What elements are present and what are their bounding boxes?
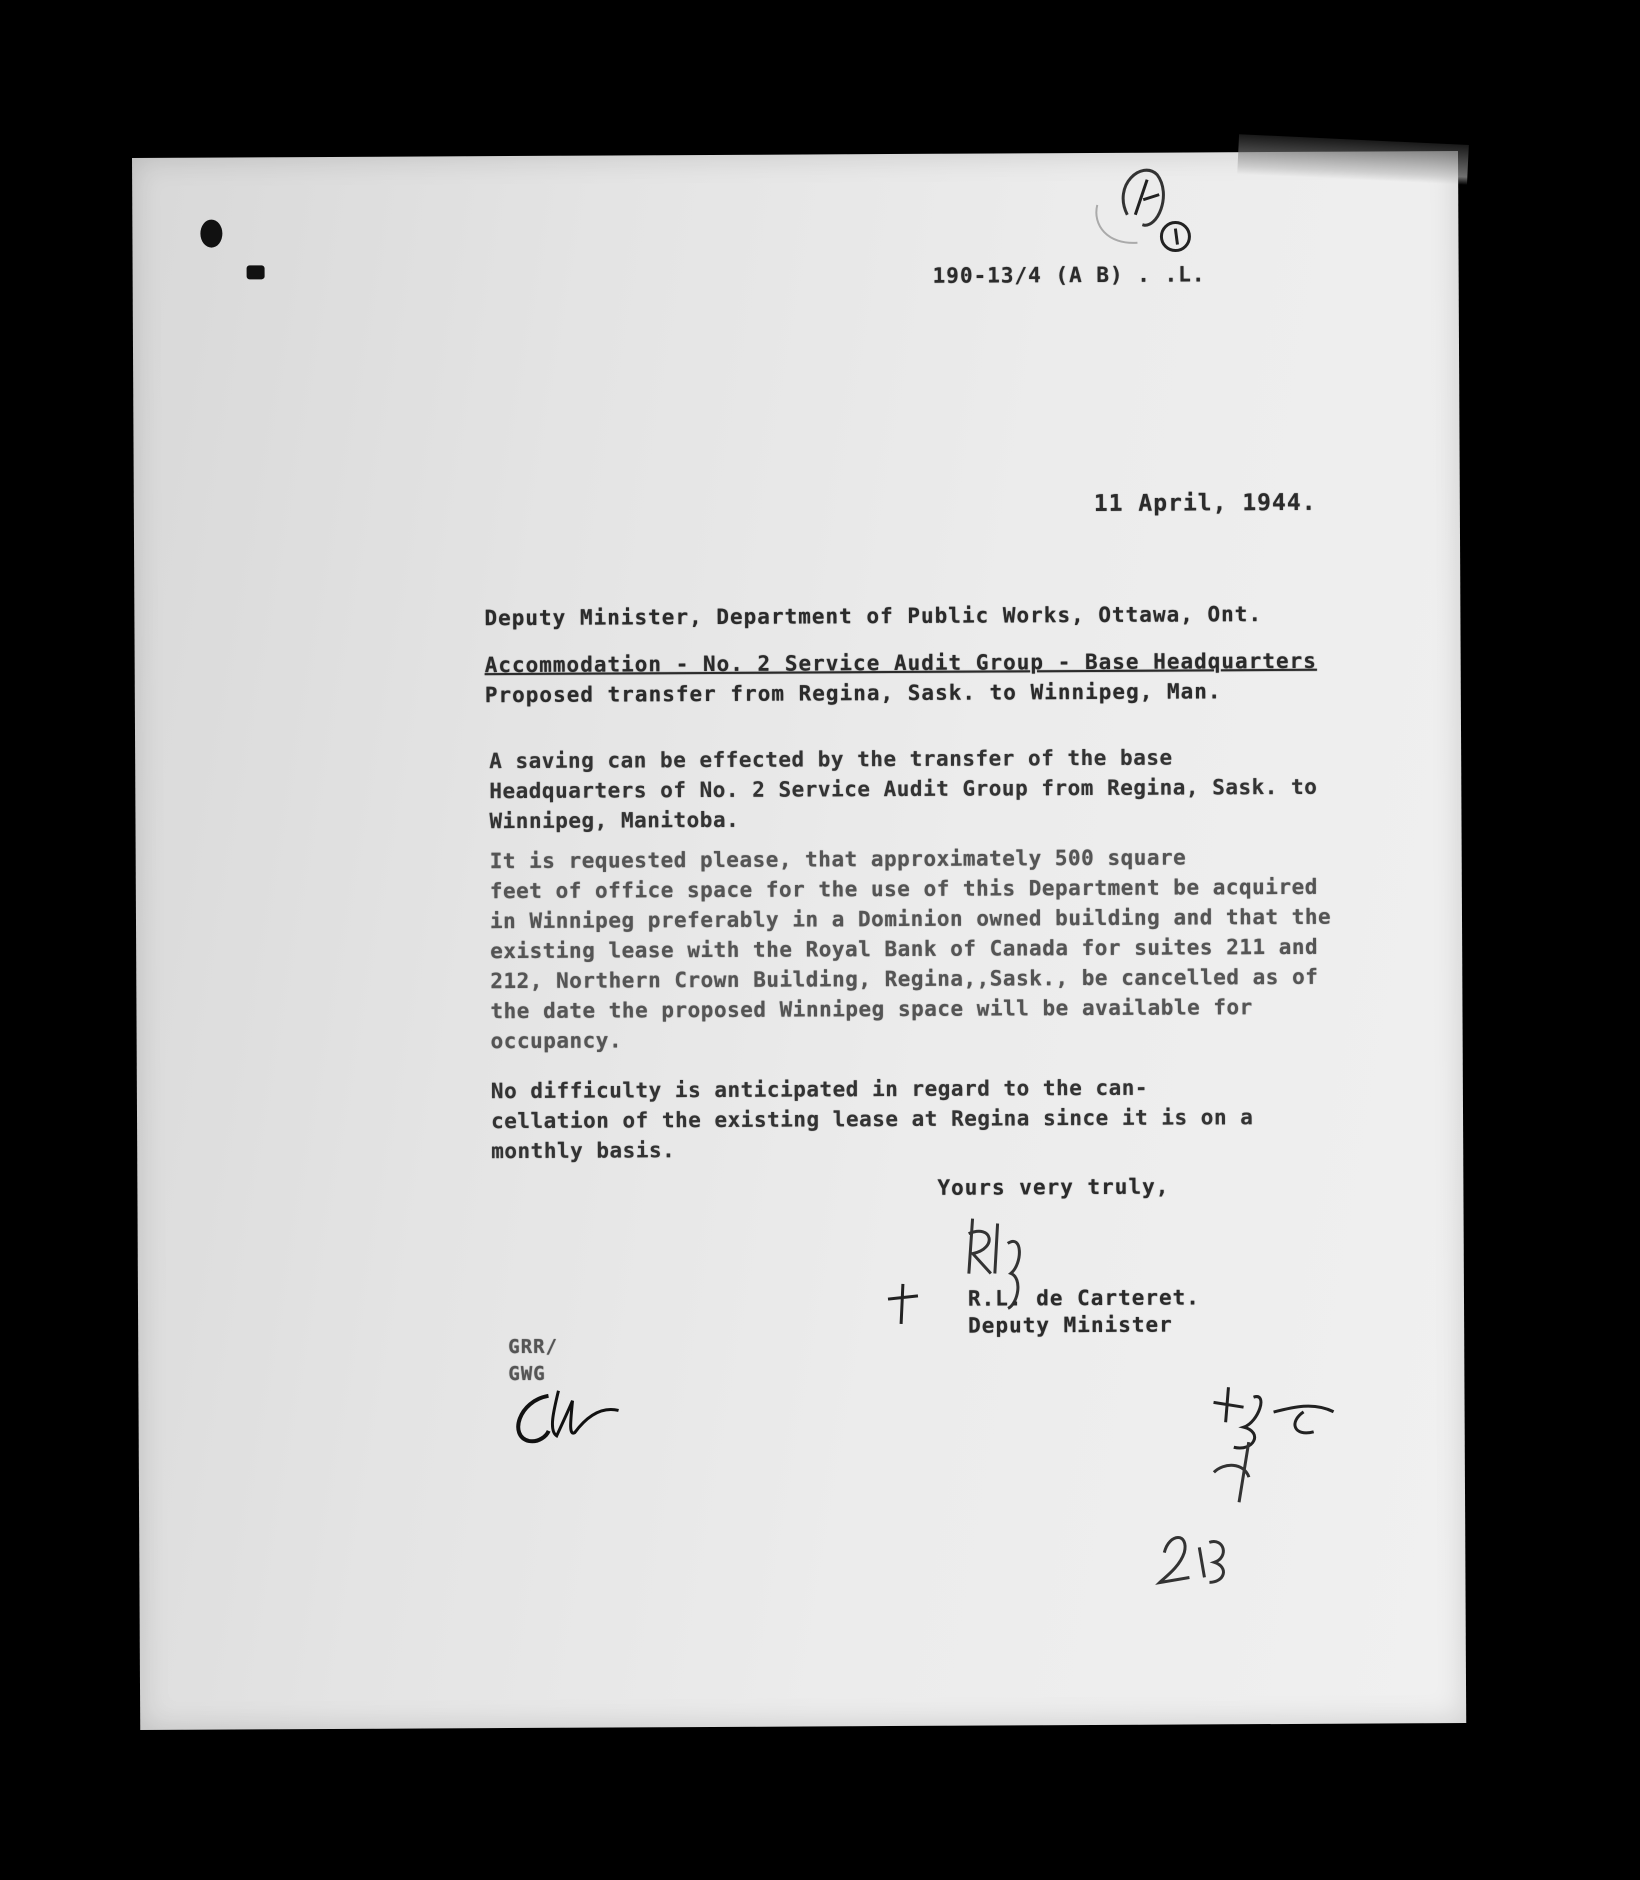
document-page — [132, 151, 1466, 1730]
closing-salutation: Yours very truly, — [937, 1174, 1170, 1200]
handwritten-initials-bottom-left — [508, 1380, 658, 1461]
addressee-line: Deputy Minister, Department of Public Works, Ottawa, Ont. — [484, 602, 1263, 631]
signatory-title: Deputy Minister — [968, 1312, 1173, 1338]
handwritten-circle-annotation — [1087, 154, 1208, 265]
file-reference: 190-13/4 (A B) . .L. — [932, 262, 1206, 288]
letter-date: 11 April, 1944. — [1093, 489, 1317, 517]
subject-line-2: Proposed transfer from Regina, Sask. to Winnipeg, Man. — [484, 679, 1222, 708]
ink-blot — [200, 220, 222, 248]
handwritten-notation-bottom-right — [1153, 1382, 1374, 1613]
subject-line-1: Accommodation - No. 2 Service Audit Group - Base Headquarters — [484, 648, 1317, 678]
body-paragraph-1: A saving can be effected by the transfer of the base Headquarters of No. 2 Service Audit Group from Regina, Sask. to Winnipeg, Manitoba. — [489, 745, 1318, 834]
ink-mark — [247, 265, 265, 279]
page-fold-shadow — [1237, 134, 1469, 185]
typist-initials-2: GWG — [508, 1362, 546, 1386]
signatory-name: R.L. de Carteret. — [967, 1285, 1200, 1311]
body-paragraph-3: No difficulty is anticipated in regard to the can- cellation of the existing lease at Regina since it is on a monthly basis. — [490, 1075, 1254, 1164]
typist-initials-1: GRR/ — [508, 1335, 559, 1359]
body-paragraph-2: It is requested please, that approximately 500 square feet of office space for the use of this Department be acquired in Winnipeg preferably in a Dominion owned building and that the existing lease with the Royal Bank of Canada for suites 211 and 212, Northern Crown Building, Regina,,Sask., be cancelled as of the date the proposed Winnipeg space will be available for occupancy. — [489, 845, 1332, 1054]
